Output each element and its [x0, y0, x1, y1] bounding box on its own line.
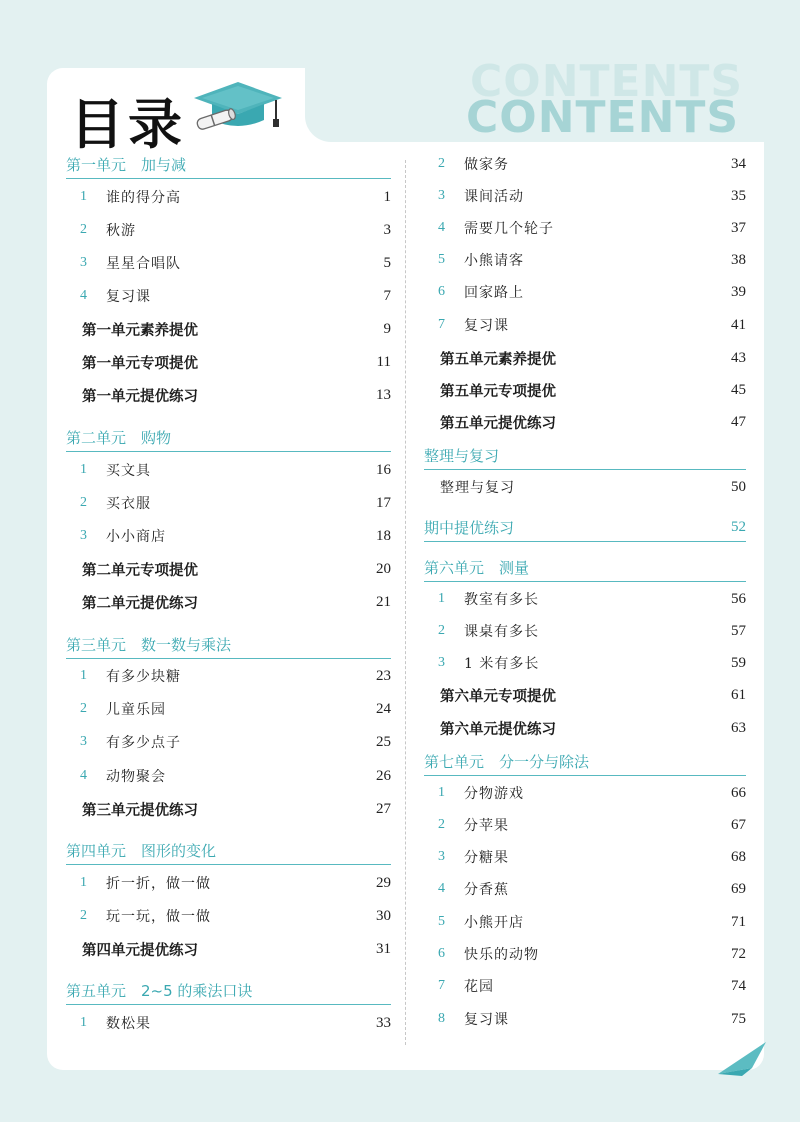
page-number: 17 [376, 494, 391, 511]
section-title: 第二单元 购物 [66, 428, 172, 447]
toc-lesson-item[interactable] [424, 216, 746, 240]
review-title: 第一单元专项提优 [82, 355, 198, 372]
toc-lesson-item[interactable] [424, 619, 746, 643]
page-number: 47 [731, 413, 746, 430]
page-number: 18 [376, 527, 391, 544]
lesson-title: 花园 [464, 979, 494, 995]
section-underline [424, 581, 746, 582]
page-number: 30 [376, 907, 391, 924]
lesson-number: 2 [80, 222, 87, 237]
review-title: 第二单元专项提优 [82, 562, 198, 579]
section-header[interactable] [66, 632, 391, 656]
toc-lesson-item[interactable] [424, 248, 746, 272]
page-number: 50 [731, 478, 746, 495]
lesson-number: 3 [80, 528, 87, 543]
section-underline [66, 658, 391, 659]
lesson-number: 3 [438, 849, 445, 864]
section-header[interactable] [424, 443, 746, 467]
page-number: 57 [731, 622, 746, 639]
toc-lesson-item[interactable] [66, 185, 391, 209]
lesson-number: 4 [80, 288, 87, 303]
page-number: 21 [376, 593, 391, 610]
section-title: 第五单元 2~5 的乘法口诀 [66, 981, 253, 1000]
lesson-title: 做家务 [464, 157, 509, 173]
section-underline [66, 451, 391, 452]
toc-lesson-item[interactable] [424, 1007, 746, 1031]
lesson-title: 复习课 [464, 1012, 509, 1028]
review-title: 第五单元提优练习 [440, 415, 556, 432]
section-header[interactable] [66, 978, 391, 1002]
lesson-title: 折一折，做一做 [106, 876, 211, 892]
review-title: 第三单元提优练习 [82, 802, 198, 819]
lesson-title: 动物聚会 [106, 769, 166, 785]
page-number: 43 [731, 349, 746, 366]
toc-lesson-item[interactable] [66, 1011, 391, 1035]
toc-review-item[interactable] [66, 797, 391, 821]
page-number: 5 [383, 254, 391, 271]
toc-review-item[interactable] [66, 557, 391, 581]
page-number: 37 [731, 219, 746, 236]
lesson-number: 1 [80, 875, 87, 890]
toc-lesson-item[interactable] [66, 871, 391, 895]
toc-lesson-item[interactable] [66, 524, 391, 548]
review-title: 第六单元专项提优 [440, 688, 556, 705]
toc-lesson-item[interactable] [424, 910, 746, 934]
lesson-number: 2 [80, 495, 87, 510]
toc-review-item[interactable] [66, 383, 391, 407]
toc-lesson-item[interactable] [424, 587, 746, 611]
review-title: 第二单元提优练习 [82, 595, 198, 612]
toc-review-item[interactable] [424, 716, 746, 740]
contents-banner: CONTENTS [466, 92, 740, 143]
section-title: 第三单元 数一数与乘法 [66, 635, 232, 654]
contents-banner-ghost: CONTENTS [470, 56, 744, 107]
lesson-title: 有多少块糖 [106, 669, 181, 685]
page-number: 67 [731, 816, 746, 833]
section-title: 第七单元 分一分与除法 [424, 752, 590, 771]
lesson-title: 课间活动 [464, 189, 524, 205]
graduation-cap-icon [190, 80, 286, 140]
page-number: 63 [731, 719, 746, 736]
toc-review-item[interactable] [424, 410, 746, 434]
lesson-number: 6 [438, 946, 445, 961]
toc-lesson-item[interactable] [66, 458, 391, 482]
section-underline [66, 178, 391, 179]
lesson-number: 1 [438, 591, 445, 606]
review-title: 第一单元提优练习 [82, 388, 198, 405]
page-number: 45 [731, 381, 746, 398]
section-underline [66, 864, 391, 865]
lesson-title: 1 米有多长 [464, 656, 540, 672]
toc-review-item[interactable] [66, 317, 391, 341]
page-number: 69 [731, 880, 746, 897]
lesson-number: 1 [80, 1015, 87, 1030]
page-number: 23 [376, 667, 391, 684]
lesson-title: 分苹果 [464, 818, 509, 834]
review-title: 第四单元提优练习 [82, 942, 198, 959]
toc-lesson-item[interactable] [424, 877, 746, 901]
page-number: 20 [376, 560, 391, 577]
section-underline [424, 541, 746, 542]
toc-review-item[interactable] [66, 350, 391, 374]
toc-review-item[interactable] [424, 346, 746, 370]
lesson-number: 3 [438, 188, 445, 203]
lesson-number: 3 [80, 734, 87, 749]
page-number: 39 [731, 283, 746, 300]
page-number: 24 [376, 700, 391, 717]
lesson-number: 1 [438, 785, 445, 800]
lesson-title: 分香蕉 [464, 882, 509, 898]
page-number: 25 [376, 733, 391, 750]
toc-lesson-item[interactable] [424, 813, 746, 837]
toc-lesson-item[interactable] [424, 781, 746, 805]
toc-lesson-item[interactable] [66, 764, 391, 788]
lesson-title: 分物游戏 [464, 786, 524, 802]
review-title: 第五单元素养提优 [440, 351, 556, 368]
page-number: 29 [376, 874, 391, 891]
section-header[interactable] [66, 838, 391, 862]
lesson-title: 买文具 [106, 463, 151, 479]
lesson-number: 2 [438, 623, 445, 638]
toc-review-item[interactable] [424, 683, 746, 707]
toc-lesson-item[interactable] [66, 218, 391, 242]
lesson-title: 分糖果 [464, 850, 509, 866]
section-header[interactable] [66, 152, 391, 176]
lesson-title: 数松果 [106, 1016, 151, 1032]
lesson-number: 5 [438, 252, 445, 267]
toc-review-item[interactable] [424, 475, 746, 499]
lesson-number: 7 [438, 978, 445, 993]
page-number: 13 [376, 386, 391, 403]
page-number: 71 [731, 913, 746, 930]
lesson-title: 小熊开店 [464, 915, 524, 931]
lesson-number: 3 [80, 255, 87, 270]
toc-review-item[interactable] [66, 590, 391, 614]
lesson-number: 4 [80, 768, 87, 783]
page-number: 1 [383, 188, 391, 205]
lesson-title: 小熊请客 [464, 253, 524, 269]
lesson-number: 2 [438, 817, 445, 832]
lesson-title: 儿童乐园 [106, 702, 166, 718]
page-number: 74 [731, 977, 746, 994]
toc-lesson-item[interactable] [424, 974, 746, 998]
lesson-number: 4 [438, 881, 445, 896]
page-number: 35 [731, 187, 746, 204]
page-number: 11 [376, 353, 391, 370]
section-underline [66, 1004, 391, 1005]
toc-review-item[interactable] [424, 378, 746, 402]
page-number: 59 [731, 654, 746, 671]
lesson-number: 6 [438, 284, 445, 299]
page-number: 7 [383, 287, 391, 304]
lesson-number: 1 [80, 189, 87, 204]
lesson-title: 星星合唱队 [106, 256, 181, 272]
section-underline [424, 775, 746, 776]
section-header[interactable] [424, 555, 746, 579]
section-title: 期中提优练习 [424, 518, 515, 537]
toc-lesson-item[interactable] [66, 697, 391, 721]
review-title: 第六单元提优练习 [440, 721, 556, 738]
lesson-title: 有多少点子 [106, 735, 181, 751]
lesson-title: 快乐的动物 [464, 947, 539, 963]
page-number: 16 [376, 461, 391, 478]
page-number: 41 [731, 316, 746, 333]
section-header[interactable] [424, 749, 746, 773]
page-number: 27 [376, 800, 391, 817]
column-divider [405, 160, 406, 1045]
lesson-title: 回家路上 [464, 285, 524, 301]
lesson-number: 2 [438, 156, 445, 171]
lesson-number: 8 [438, 1011, 445, 1026]
lesson-number: 5 [438, 914, 445, 929]
page-number: 26 [376, 767, 391, 784]
toc-lesson-item[interactable] [66, 664, 391, 688]
lesson-title: 课桌有多长 [464, 624, 539, 640]
toc-lesson-item[interactable] [424, 313, 746, 337]
lesson-title: 复习课 [464, 318, 509, 334]
page-curl-decoration [712, 1040, 772, 1078]
lesson-title: 复习课 [106, 289, 151, 305]
toc-lesson-item[interactable] [424, 845, 746, 869]
toc-lesson-item[interactable] [66, 904, 391, 928]
toc-lesson-item[interactable] [424, 942, 746, 966]
section-title: 第六单元 测量 [424, 558, 530, 577]
section-title: 第一单元 加与减 [66, 155, 187, 174]
section-page-number: 52 [731, 518, 746, 535]
section-title: 第四单元 图形的变化 [66, 841, 217, 860]
page-number: 34 [731, 155, 746, 172]
page-number: 38 [731, 251, 746, 268]
lesson-title: 买衣服 [106, 496, 151, 512]
toc-lesson-item[interactable] [66, 251, 391, 275]
toc-lesson-item[interactable] [424, 651, 746, 675]
toc-lesson-item[interactable] [66, 491, 391, 515]
toc-lesson-item[interactable] [424, 184, 746, 208]
section-underline [424, 469, 746, 470]
lesson-title: 整理与复习 [440, 480, 515, 496]
lesson-title: 小小商店 [106, 529, 166, 545]
page-number: 75 [731, 1010, 746, 1027]
page-number: 68 [731, 848, 746, 865]
page-number: 31 [376, 940, 391, 957]
page-number: 9 [383, 320, 391, 337]
page-number: 3 [383, 221, 391, 238]
toc-lesson-item[interactable] [424, 152, 746, 176]
lesson-number: 3 [438, 655, 445, 670]
section-header[interactable] [66, 425, 391, 449]
page-title: 目录 [70, 93, 186, 156]
lesson-title: 秋游 [106, 223, 136, 239]
toc-review-item[interactable] [66, 937, 391, 961]
page-number: 66 [731, 784, 746, 801]
lesson-title: 教室有多长 [464, 592, 539, 608]
review-title: 第一单元素养提优 [82, 322, 198, 339]
review-title: 第五单元专项提优 [440, 383, 556, 400]
section-header[interactable] [424, 515, 746, 539]
page-number: 56 [731, 590, 746, 607]
lesson-number: 7 [438, 317, 445, 332]
lesson-number: 1 [80, 668, 87, 683]
toc-lesson-item[interactable] [66, 730, 391, 754]
lesson-title: 需要几个轮子 [464, 221, 554, 237]
lesson-number: 2 [80, 908, 87, 923]
lesson-number: 4 [438, 220, 445, 235]
page-number: 72 [731, 945, 746, 962]
toc-lesson-item[interactable] [66, 284, 391, 308]
lesson-number: 1 [80, 462, 87, 477]
page-number: 33 [376, 1014, 391, 1031]
section-title: 整理与复习 [424, 446, 500, 465]
lesson-title: 玩一玩，做一做 [106, 909, 211, 925]
page-number: 61 [731, 686, 746, 703]
toc-lesson-item[interactable] [424, 280, 746, 304]
lesson-title: 谁的得分高 [106, 190, 181, 206]
lesson-number: 2 [80, 701, 87, 716]
